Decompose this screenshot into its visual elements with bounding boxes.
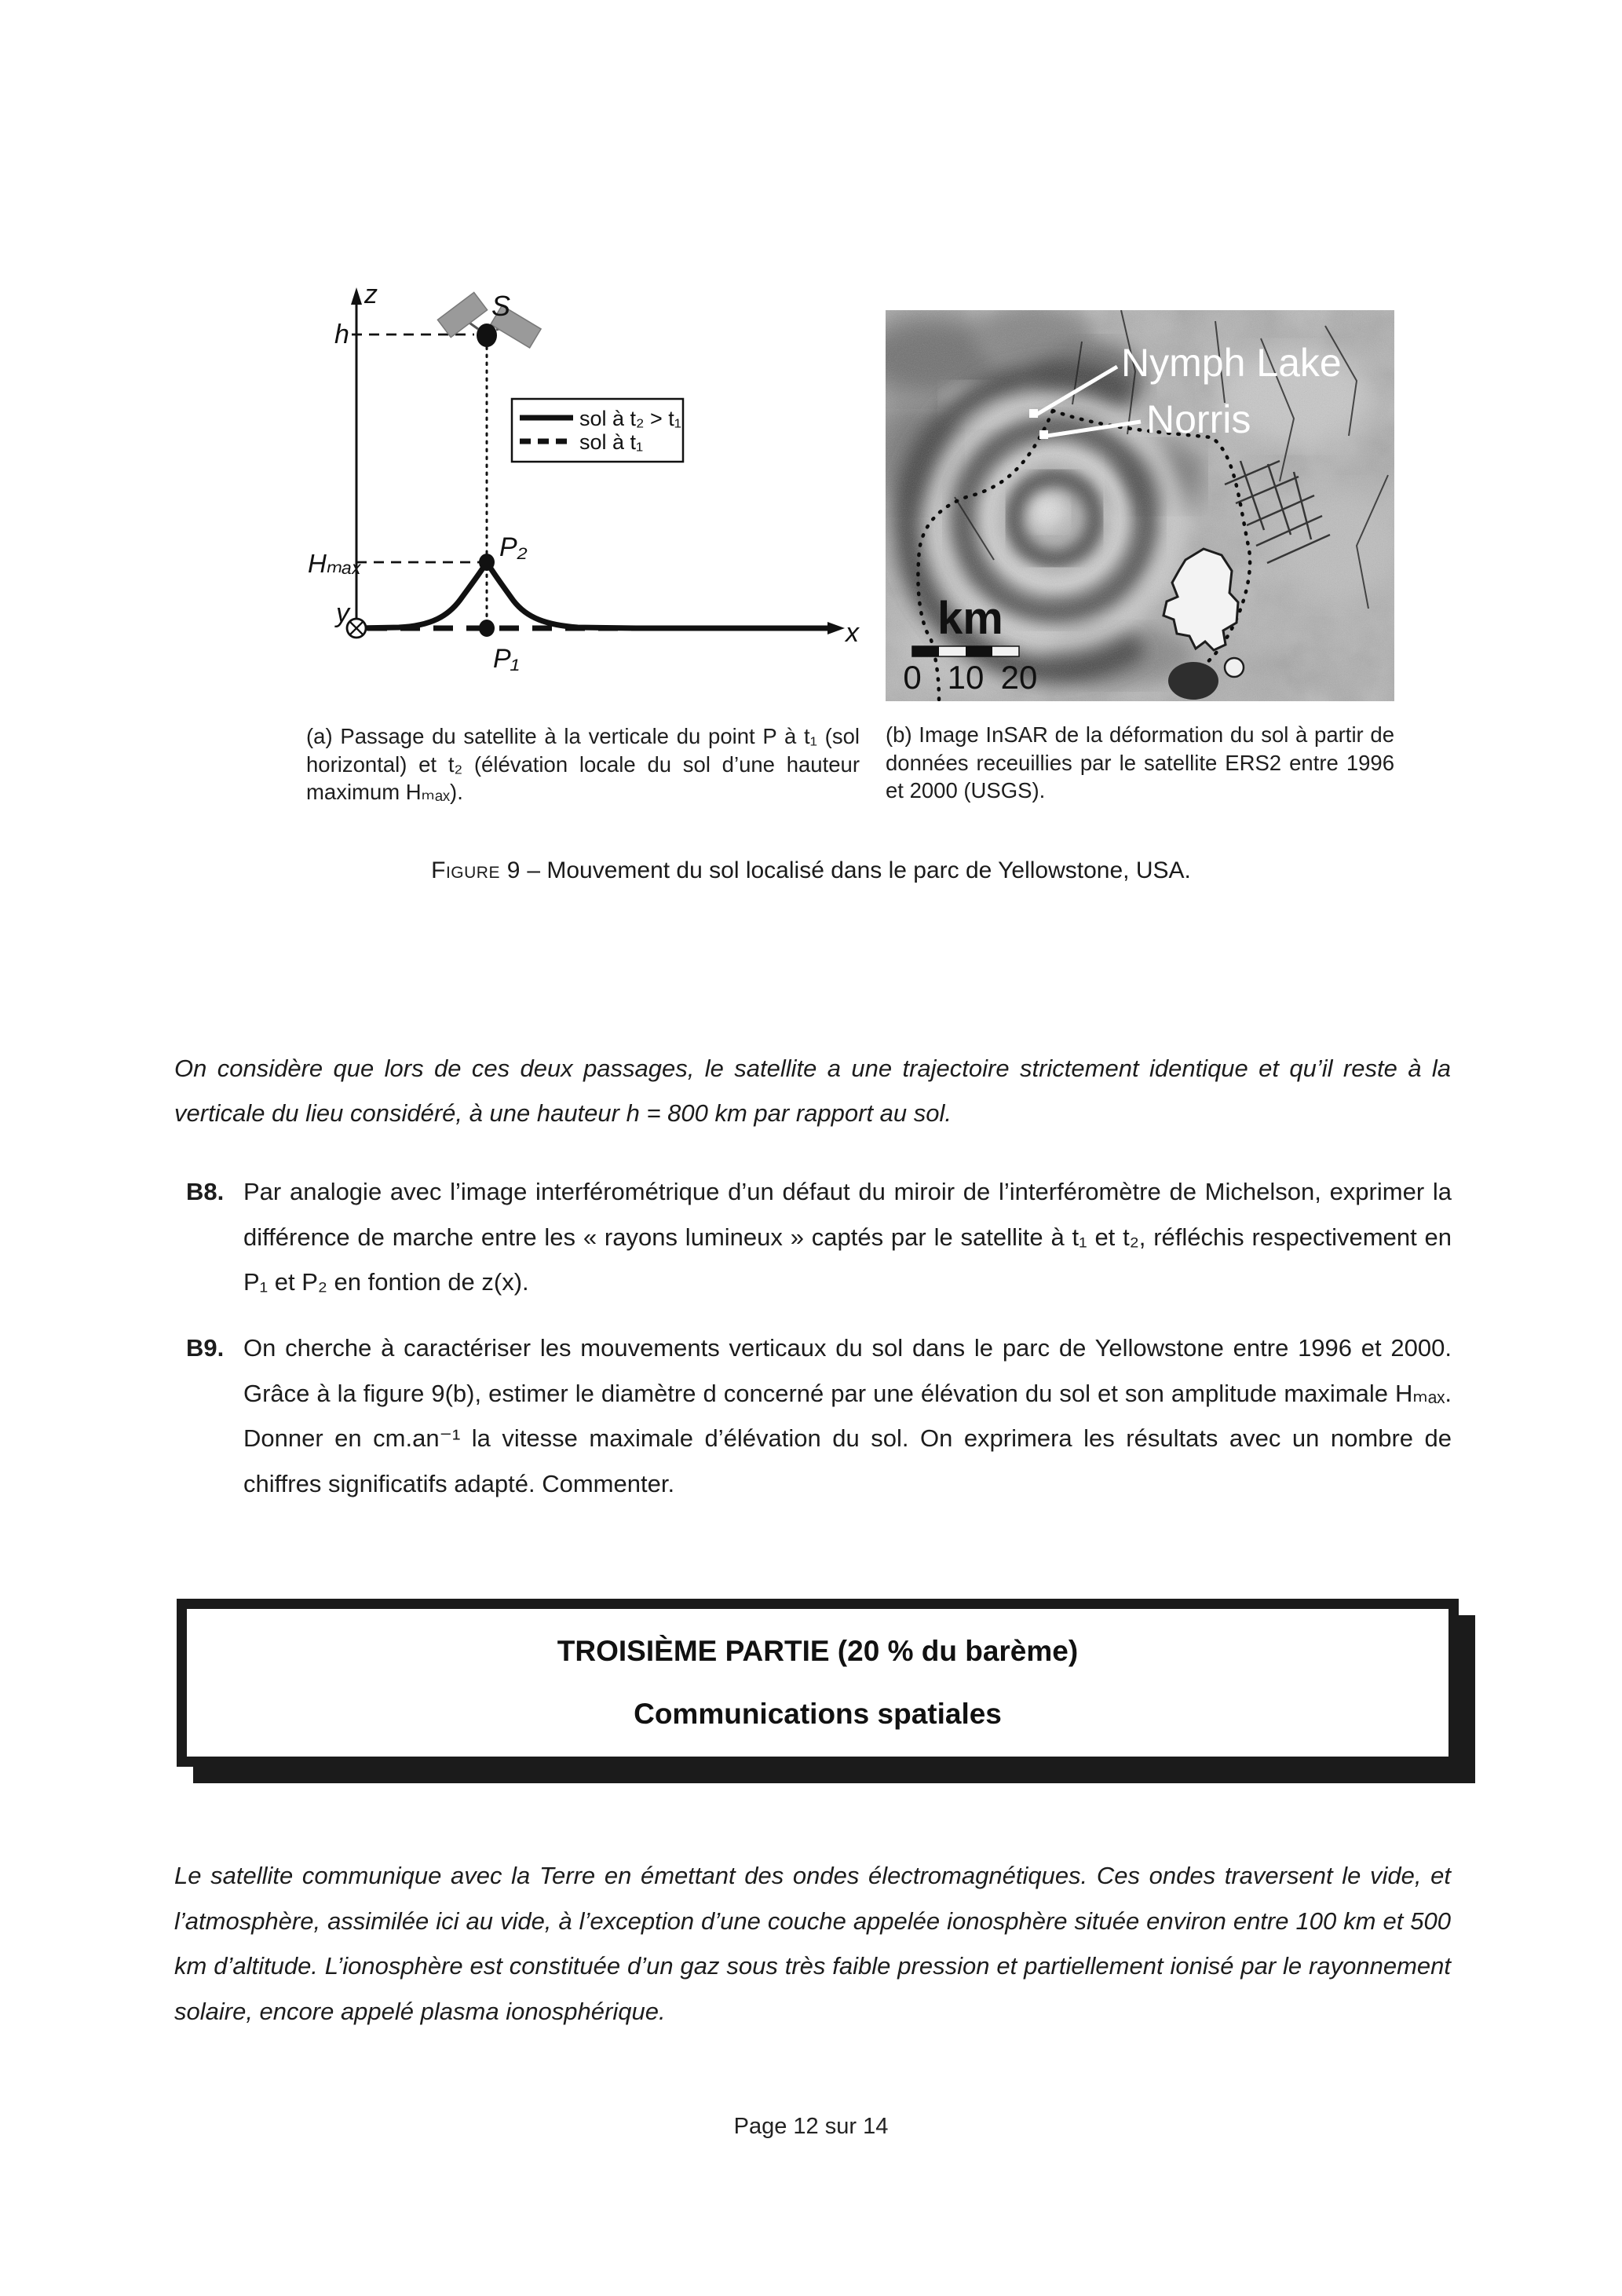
part-title-line2: Communications spatiales bbox=[634, 1698, 1002, 1730]
subfigure-b bbox=[886, 310, 1394, 805]
insar-image bbox=[886, 310, 1394, 701]
subfigure-a bbox=[306, 267, 860, 806]
question-b9 bbox=[186, 1325, 1452, 1506]
h-label: h bbox=[334, 320, 349, 349]
legend-solid-label: sol à t₂ > t₁ bbox=[579, 407, 681, 430]
question-b9-text: On cherche à caractériser les mouvements verticaux du sol dans le parc de Yellowstone entre 1996 et 2000. Grâce à la figure 9(b), estimer le diamètre d concerné par une élévation du sol et son amplitude maximale Hₘₐₓ. Donner en cm.an⁻¹ la vitesse maximale d’élévation du sol. On exprimera les résultats avec un nombre de chiffres significatifs adapté. Commenter. bbox=[243, 1334, 1452, 1497]
z-axis-label: z bbox=[364, 280, 378, 309]
ground-t2-curve bbox=[356, 562, 834, 628]
norris-marker-icon bbox=[1039, 430, 1048, 439]
x-axis-label: x bbox=[846, 618, 859, 648]
p1-point bbox=[479, 620, 495, 637]
question-b9-label: B9. bbox=[186, 1334, 225, 1362]
figure-caption-text: – Mouvement du sol localisé dans le parc de Yellowstone, USA. bbox=[527, 857, 1191, 883]
part-title-line1: TROISIÈME PARTIE (20 % du barème) bbox=[557, 1635, 1079, 1667]
satellite-label: S bbox=[491, 290, 511, 322]
hmax-label: Hₘₐₓ bbox=[308, 549, 362, 578]
question-b8 bbox=[186, 1169, 1452, 1305]
nymph-lake-label: Nymph Lake bbox=[1121, 341, 1342, 385]
part-title-box bbox=[177, 1599, 1459, 1767]
figure-9 bbox=[306, 267, 1397, 806]
scale-tick-10: 10 bbox=[947, 659, 985, 696]
norris-label: Norris bbox=[1146, 397, 1251, 441]
caption-a: (a) Passage du satellite à la verticale du point P à t₁ (sol horizontal) et t₂ (élévation locale du sol d’une hauteur maximum Hₘₐₓ). bbox=[306, 724, 860, 804]
scale-unit-label: km bbox=[937, 593, 1003, 644]
intro-paragraph: On considère que lors de ces deux passages, le satellite a une trajectoire strictement identique et qu’il reste à la verticale du lieu considéré, à une hauteur h = 800 km par rapport au sol. bbox=[174, 1055, 1451, 1127]
p2-point bbox=[479, 554, 495, 571]
caption-b: (b) Image InSAR de la déformation du sol à partir de données receuillies par le satellite ERS2 entre 1996 et 2000 (USGS). bbox=[886, 722, 1394, 803]
x-axis-arrow-icon bbox=[827, 622, 845, 634]
satellite-diagram bbox=[306, 267, 860, 707]
page-number: Page 12 sur 14 bbox=[733, 2114, 889, 2139]
y-axis-label: y bbox=[336, 598, 349, 628]
satellite-body-icon bbox=[477, 324, 497, 347]
p1-label: P₁ bbox=[493, 644, 520, 674]
figure-caption bbox=[0, 857, 1622, 884]
nymph-marker-icon bbox=[1029, 409, 1038, 418]
scale-tick-20: 20 bbox=[1000, 659, 1038, 696]
legend-dashed-label: sol à t₁ bbox=[579, 430, 644, 454]
question-b8-label: B8. bbox=[186, 1178, 225, 1205]
figure-number: Figure 9 bbox=[431, 857, 521, 883]
question-b8-text: Par analogie avec l’image interférométrique d’un défaut du miroir de l’interféromètre de Michelson, exprimer la différence de marche entre les « rayons lumineux » captés par le satellite à t₁ et t₂, réfléchis respectivement en P₁ et P₂ en fontion de z(x). bbox=[243, 1178, 1452, 1296]
p2-label: P₂ bbox=[499, 532, 528, 562]
scale-tick-0: 0 bbox=[903, 659, 922, 696]
ionosphere-paragraph: Le satellite communique avec la Terre en émettant des ondes électromagnétiques. Ces ondes traversent le vide, et l’atmosphère, assimilée ici au vide, à l’exception d’une couche appelée ionosphère située environ entre 100 km et 500 km d’altitude. L’ionosphère est constituée d’un gaz sous très faible pression et partiellement ionisé par le rayonnement solaire, encore appelé plasma ionosphérique. bbox=[174, 1862, 1451, 2025]
z-axis-arrow-icon bbox=[351, 287, 362, 305]
